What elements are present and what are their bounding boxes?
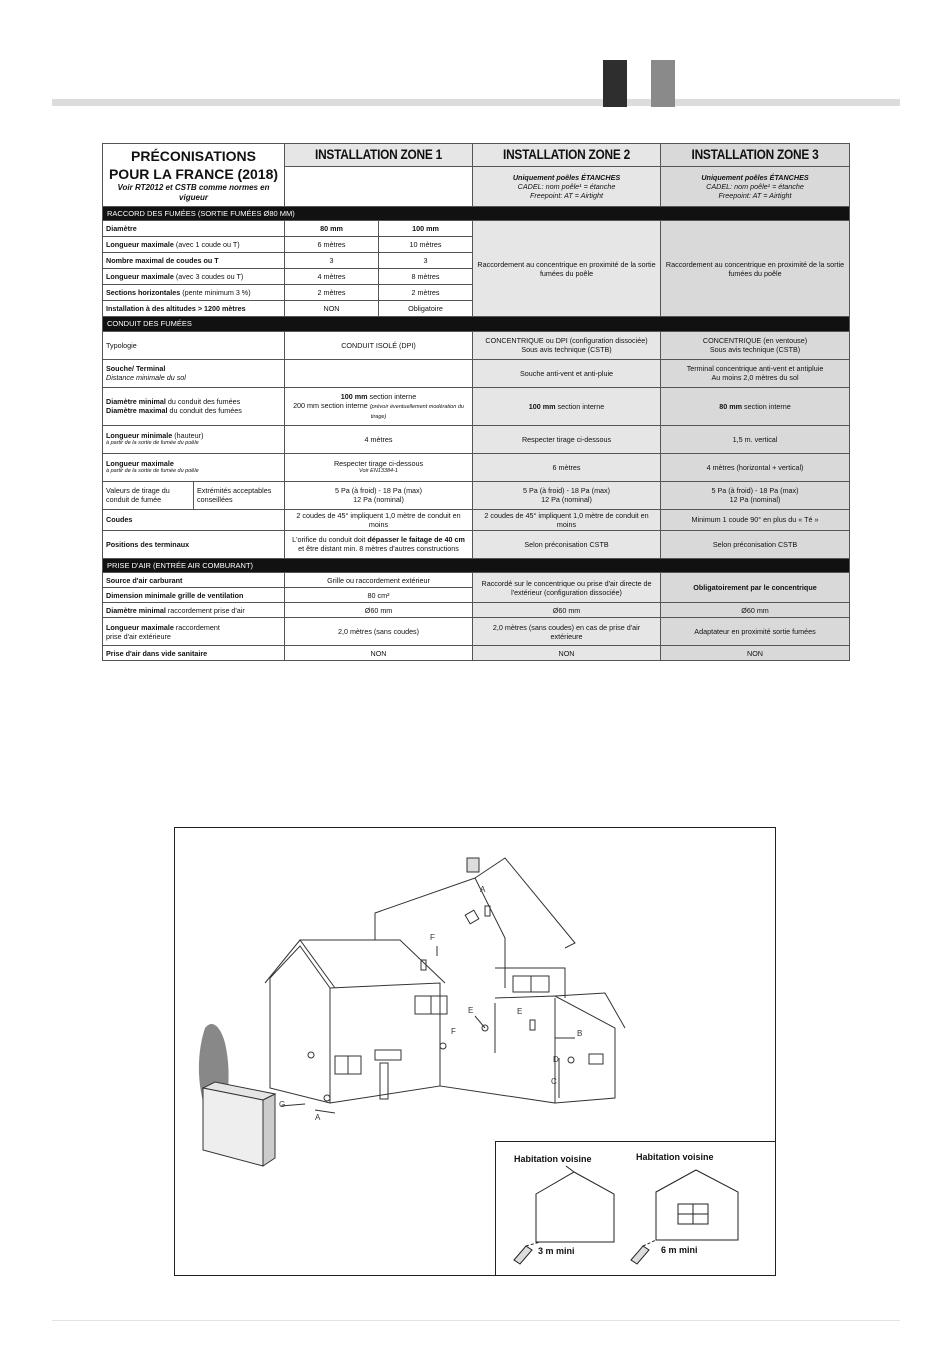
cell: 80 mm [285,221,379,237]
label: Longueur minimale [106,431,173,441]
marker-c: C [551,1077,557,1086]
marker-b: B [577,1029,583,1038]
cell: 100 mm [379,221,473,237]
inset-right-title: Habitation voisine [636,1152,714,1162]
cell [473,387,661,425]
cell: CONDUIT ISOLÉ (DPI) [285,331,473,359]
cell [285,530,473,558]
label: 100 mm [528,401,556,411]
inset-left-distance: 3 m mini [538,1246,575,1256]
label: (hauteur) [172,431,204,441]
line: 12 Pa (nominal) [729,495,781,505]
section-conduit: CONDUIT DES FUMÉES [103,317,850,331]
cell [661,481,850,509]
label: Longueur maximale [106,240,174,250]
row-long-prise [103,618,285,646]
label: 100 mm [340,391,368,401]
row-grille: Dimension minimale grille de ventilation [103,588,285,603]
row-longueur-min [103,425,285,453]
label: L'orifice du conduit doit [292,535,368,545]
line: et être distant min. 8 mètres d'autres constructions [298,544,459,554]
cell: Ø60 mm [473,603,661,618]
line: 5 Pa (à froid) - 18 Pa (max) [522,486,611,496]
label: section interne [367,391,417,401]
cell: 80 cm² [285,588,473,603]
cell: 4 mètres (horizontal + vertical) [661,453,850,481]
line: 12 Pa (nominal) [541,495,592,505]
label: Sections horizontales [106,288,181,298]
line: à partir de la sortie de fumée du poêle [106,440,199,447]
cell: 10 mètres [379,237,473,253]
section-prise-air: PRISE D'AIR (ENTRÉE AIR COMBURANT) [103,558,850,572]
label: 80 mm [719,401,743,411]
row-diametre: Diamètre [103,221,285,237]
raccord-z2: Raccordement au concentrique en proximité de la sortie fumées du poêle [473,221,661,317]
cell: NON [285,301,379,317]
cell: 1,5 m. vertical [661,425,850,453]
zone3-header: INSTALLATION ZONE 3 [661,144,850,167]
label: Diamètre minimal [106,605,166,615]
row-typologie: Typologie [103,331,285,359]
row-positions: Positions des terminaux [103,530,285,558]
footer-rule [52,1320,900,1321]
line [106,623,281,632]
cell: 2,0 mètres (sans coudes) [285,618,473,646]
line [106,397,281,406]
cell: Souche anti-vent et anti-pluie [473,359,661,387]
raccord-z3: Raccordement au concentrique en proximité de la sortie fumées du poêle [661,221,850,317]
cell: 3 [285,253,379,269]
marker-e-annex: E [517,1007,523,1016]
line: CONCENTRIQUE (en ventouse) [702,336,808,346]
row-extremites: Extrémités acceptables conseillées [194,481,285,509]
line [288,392,469,401]
line: Longueur maximale [106,459,174,469]
row-vide-sanitaire: Prise d'air dans vide sanitaire [103,646,285,661]
marker-f-top: F [430,933,435,942]
label: Longueur maximale [106,622,174,632]
cell [661,331,850,359]
cell: 2,0 mètres (sans coudes) en cas de prise d'air extérieure [473,618,661,646]
label: Longueur maximale [106,272,174,282]
line: Respecter tirage ci-dessous [333,459,424,469]
row-diam-prise [103,603,285,618]
preconisations-table [102,143,850,661]
cell: Ø60 mm [285,603,473,618]
label: section interne [742,401,791,411]
cell: 2 coudes de 45° impliquent 1,0 mètre de conduit en moins [285,509,473,530]
line: à partir de la sortie de fumée du poêle [106,468,199,475]
label: du conduit des fumées [165,397,241,407]
zone2-header: INSTALLATION ZONE 2 [473,144,661,167]
cell [285,387,473,425]
line [288,401,469,421]
row-nb-coudes: Nombre maximal de coudes ou T [103,253,285,269]
cell: NON [473,646,661,661]
line: Terminal concentrique anti-vent et antipluie [686,364,824,374]
cell [661,387,850,425]
label: Diamètre minimal [106,397,166,407]
cell: NON [661,646,850,661]
line: prise d'air extérieure [106,631,171,641]
line [106,406,281,415]
inset-right-distance: 6 m mini [661,1245,698,1255]
cell: Grille ou raccordement extérieur [285,573,473,588]
cell [285,359,473,387]
cell: Selon préconisation CSTB [661,530,850,558]
header-rule [52,99,900,106]
section-raccord: RACCORD DES FUMÉES (SORTIE FUMÉES Ø80 MM) [103,207,850,221]
zone1-header: INSTALLATION ZONE 1 [285,144,473,167]
line: CONCENTRIQUE ou DPI (configuration dissociée) [485,336,648,346]
table-title: PRÉCONISATIONS POUR LA FRANCE (2018) Voir RT2012 et CSTB comme normes en vigueur [103,144,285,207]
cell: Respecter tirage ci-dessous [473,425,661,453]
label: (avec 3 coudes ou T) [173,272,244,282]
row-sections [103,285,285,301]
cell [285,453,473,481]
row-coudes: Coudes [103,509,285,530]
row-longueur-1 [103,237,285,253]
line: Voir EN13384-1 [359,468,398,475]
line [288,535,469,544]
row-diametres [103,387,285,425]
label: du conduit des fumées [167,406,242,416]
cell: 3 [379,253,473,269]
inset-left-title: Habitation voisine [514,1154,592,1164]
cell: 4 mètres [285,269,379,285]
cell: 8 mètres [379,269,473,285]
cell [473,481,661,509]
line: 12 Pa (nominal) [353,495,404,505]
cell: 2 mètres [285,285,379,301]
cell: Selon préconisation CSTB [473,530,661,558]
marker-e: E [468,1006,474,1015]
line: 5 Pa (à froid) - 18 Pa (max) [334,486,423,496]
cell: Obligatoire [379,301,473,317]
line: Sous avis technique (CSTB) [709,345,801,355]
label: Diamètre maximal [106,406,168,416]
marker-d: D [553,1055,559,1064]
cell [473,331,661,359]
cell [661,359,850,387]
neighbour-distance-inset [495,1141,776,1276]
zone1-note [285,167,473,207]
label: raccordement [173,622,220,632]
cell: NON [285,646,473,661]
label: (pente minimum 3 %) [180,288,251,298]
cell [285,481,473,509]
label: (prévoir éventuellement modération du tirage) [369,403,464,420]
row-altitude: Installation à des altitudes > 1200 mètres [103,301,285,317]
marker-g: G [279,1100,286,1109]
line: 5 Pa (à froid) - 18 Pa (max) [711,486,799,496]
line [106,431,281,440]
row-longueur-3 [103,269,285,285]
line: Souche/ Terminal [106,364,166,374]
header-tab-grey [651,60,675,107]
zone3-note: Uniquement poêles ÉTANCHES CADEL: nom poêle¹ = étanche Freepoint: AT = Airtight [661,167,850,207]
label: section interne [555,401,605,411]
row-souche [103,359,285,387]
cell: 6 mètres [473,453,661,481]
cell: Obligatoirement par le concentrique [661,573,850,603]
line: Distance minimale du sol [106,373,186,383]
cell: Adaptateur en proximité sortie fumées [661,618,850,646]
row-source: Source d'air carburant [103,573,285,588]
row-longueur-max [103,453,285,481]
cell: 4 mètres [285,425,473,453]
line: Au moins 2,0 mètres du sol [711,373,799,383]
cell: 6 mètres [285,237,379,253]
marker-a: A [315,1113,321,1122]
cell: 2 mètres [379,285,473,301]
label: 200 mm section interne [293,400,368,410]
zone2-note: Uniquement poêles ÉTANCHES CADEL: nom poêle¹ = étanche Freepoint: AT = Airtight [473,167,661,207]
cell: Raccordé sur le concentrique ou prise d'air directe de l'extérieur (configuration dissociée) [473,573,661,603]
header-tab-dark [603,60,627,107]
label: (avec 1 coude ou T) [173,240,240,250]
label: raccordement prise d'air [165,605,245,615]
cell: Ø60 mm [661,603,850,618]
marker-a-top: A [480,885,486,894]
label: dépasser le faitage de 40 cm [367,535,465,545]
marker-f: F [451,1027,456,1036]
cell: 2 coudes de 45° impliquent 1,0 mètre de conduit en moins [473,509,661,530]
cell: Minimum 1 coude 90° en plus du « Té » [661,509,850,530]
row-tirage: Valeurs de tirage du conduit de fumée [103,481,194,509]
line: Sous avis technique (CSTB) [521,345,612,355]
